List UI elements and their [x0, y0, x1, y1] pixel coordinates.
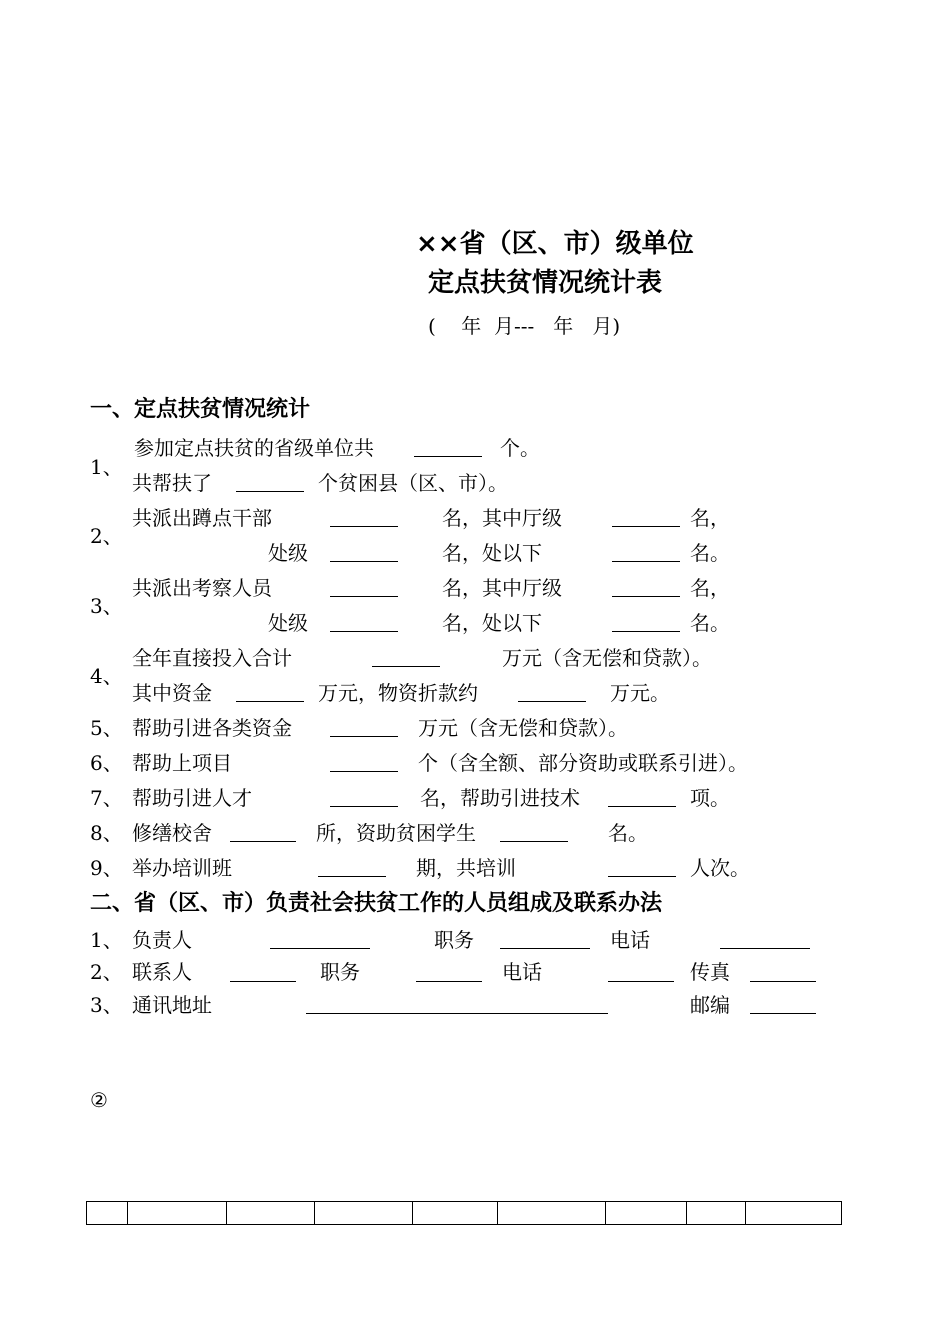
item-3-mid-b: 名，处以下 — [442, 611, 542, 635]
item-2-unit-a: 名， — [690, 506, 730, 530]
item-4-unit-a: 万元（含无偿和贷款）。 — [502, 646, 712, 670]
table-row — [86, 1201, 842, 1225]
item-2-blank-a[interactable] — [330, 526, 398, 527]
item-6-text-a: 帮助上项目 — [132, 751, 232, 775]
title-line-1: ××省（区、市）级单位 — [416, 229, 694, 259]
item-9-text-a: 举办培训班 — [132, 856, 232, 880]
table-cell — [226, 1202, 227, 1224]
item-1-number: 1、 — [90, 455, 123, 479]
responsible-position-blank[interactable] — [500, 948, 590, 949]
item-7-number: 7、 — [90, 786, 123, 810]
item-7-mid-a: 名，帮助引进技术 — [420, 786, 580, 810]
item-8-blank-a2[interactable] — [500, 841, 568, 842]
contact-person-blank[interactable] — [230, 981, 296, 982]
item-7-blank-a[interactable] — [330, 806, 398, 807]
item-3-blank-a[interactable] — [330, 596, 398, 597]
item-2-blank-b[interactable] — [330, 561, 398, 562]
responsible-phone-blank[interactable] — [720, 948, 810, 949]
item-9-mid-a: 期，共培训 — [416, 856, 516, 880]
contact-row-1-phone: 电话 — [610, 928, 650, 952]
contact-fax-blank[interactable] — [750, 981, 816, 982]
item-5-blank-a[interactable] — [330, 736, 398, 737]
item-9-blank-a2[interactable] — [608, 876, 676, 877]
item-3-mid-a: 名，其中厅级 — [442, 576, 562, 600]
table-cell — [497, 1202, 498, 1224]
item-1-unit-a: 个。 — [500, 436, 540, 460]
item-2-mid-b: 名，处以下 — [442, 541, 542, 565]
item-1-text-a: 参加定点扶贫的省级单位共 — [134, 436, 374, 460]
item-4-blank-b[interactable] — [236, 701, 304, 702]
item-7-text-a: 帮助引进人才 — [132, 786, 252, 810]
item-3-text-a: 共派出考察人员 — [132, 576, 272, 600]
item-4-blank-b2[interactable] — [518, 701, 586, 702]
contact-row-1-label: 负责人 — [132, 928, 192, 952]
contact-row-2-label: 联系人 — [132, 960, 192, 984]
contact-row-1-number: 1、 — [90, 928, 123, 952]
item-9-number: 9、 — [90, 856, 123, 880]
item-8-blank-a[interactable] — [230, 841, 296, 842]
contact-row-2-fax: 传真 — [690, 960, 730, 984]
responsible-person-blank[interactable] — [270, 948, 370, 949]
contact-row-3-label: 通讯地址 — [132, 993, 212, 1017]
item-9-blank-a[interactable] — [318, 876, 386, 877]
contact-row-3-number: 3、 — [90, 993, 123, 1017]
item-5-number: 5、 — [90, 716, 123, 740]
item-9-unit-a: 人次。 — [690, 856, 750, 880]
item-1-blank-a[interactable] — [414, 456, 482, 457]
item-4-number: 4、 — [90, 664, 123, 688]
contact-row-3-postcode: 邮编 — [690, 993, 730, 1017]
contact-row-2-position: 职务 — [320, 960, 360, 984]
item-8-mid-a: 所，资助贫困学生 — [316, 821, 476, 845]
postcode-blank[interactable] — [750, 1013, 816, 1014]
footnote-marker: ② — [90, 1088, 108, 1112]
item-2-text-b: 处级 — [268, 541, 308, 565]
item-3-unit-a: 名， — [690, 576, 730, 600]
period: ( 年 月--- 年 月) — [428, 314, 621, 338]
item-5-text-a: 帮助引进各类资金 — [132, 716, 292, 740]
item-5-unit-a: 万元（含无偿和贷款）。 — [418, 716, 628, 740]
item-3-blank-a2[interactable] — [612, 596, 680, 597]
item-4-unit-b: 万元。 — [610, 681, 670, 705]
item-2-text-a: 共派出蹲点干部 — [132, 506, 272, 530]
item-8-unit-a: 名。 — [608, 821, 648, 845]
item-2-blank-b2[interactable] — [612, 561, 680, 562]
table-cell — [605, 1202, 606, 1224]
item-3-number: 3、 — [90, 594, 123, 618]
item-2-number: 2、 — [90, 524, 123, 548]
item-3-text-b: 处级 — [268, 611, 308, 635]
contact-position-blank[interactable] — [416, 981, 482, 982]
item-6-blank-a[interactable] — [330, 771, 398, 772]
item-3-blank-b[interactable] — [330, 631, 398, 632]
item-3-blank-b2[interactable] — [612, 631, 680, 632]
item-1-text-b: 共帮扶了 — [132, 471, 212, 495]
item-8-number: 8、 — [90, 821, 123, 845]
item-4-text-b: 其中资金 — [132, 681, 212, 705]
item-8-text-a: 修缮校舍 — [132, 821, 212, 845]
title-line-2: 定点扶贫情况统计表 — [428, 268, 663, 298]
contact-row-2-number: 2、 — [90, 960, 123, 984]
table-cell — [412, 1202, 413, 1224]
item-2-mid-a: 名，其中厅级 — [442, 506, 562, 530]
table-cell — [314, 1202, 315, 1224]
item-4-blank-a[interactable] — [372, 666, 440, 667]
item-6-unit-a: 个（含全额、部分资助或联系引进）。 — [418, 751, 748, 775]
contact-row-2-phone: 电话 — [502, 960, 542, 984]
item-7-blank-a2[interactable] — [608, 806, 676, 807]
item-2-unit-b: 名。 — [690, 541, 730, 565]
contact-phone-blank[interactable] — [608, 981, 674, 982]
item-4-text-a: 全年直接投入合计 — [132, 646, 292, 670]
item-7-unit-a: 项。 — [690, 786, 730, 810]
item-1-blank-b[interactable] — [236, 491, 304, 492]
section-1-heading: 一、定点扶贫情况统计 — [90, 397, 311, 422]
table-cell — [745, 1202, 746, 1224]
table-cell — [686, 1202, 687, 1224]
item-4-mid-b: 万元，物资折款约 — [318, 681, 478, 705]
table-cell — [127, 1202, 128, 1224]
section-2-heading: 二、省（区、市）负责社会扶贫工作的人员组成及联系办法 — [90, 891, 663, 916]
item-6-number: 6、 — [90, 751, 123, 775]
item-1-unit-b: 个贫困县（区、市）。 — [318, 471, 508, 495]
item-2-blank-a2[interactable] — [612, 526, 680, 527]
contact-row-1-position: 职务 — [434, 928, 474, 952]
address-blank[interactable] — [306, 1013, 608, 1014]
item-3-unit-b: 名。 — [690, 611, 730, 635]
